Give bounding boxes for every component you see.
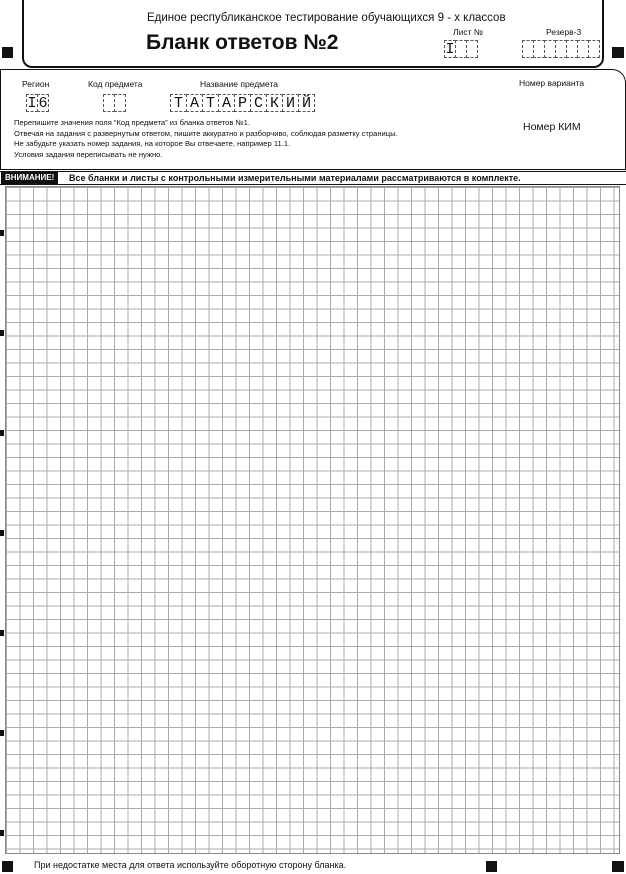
footer-note: При недостатке места для ответа используйте оборотную сторону бланка. [34, 860, 347, 870]
subject-name-cell[interactable]: С [250, 94, 267, 112]
subject-name-cell[interactable]: А [186, 94, 203, 112]
subject-name-cell[interactable]: Т [202, 94, 219, 112]
region-cell[interactable]: 6 [38, 95, 48, 112]
subject-name-cell[interactable]: Т [170, 94, 187, 112]
subject-name-cell[interactable]: К [266, 94, 283, 112]
region-cell[interactable]: I [27, 95, 37, 112]
form-title: Бланк ответов №2 [146, 31, 339, 54]
corner-marker-bottom-right [612, 861, 624, 872]
reserve-cells[interactable] [522, 40, 599, 58]
instruction-line: Перепишите значения поля “Код предмета” из бланка ответов №1. [14, 118, 250, 127]
subject-name-label: Название предмета [200, 79, 278, 89]
region-label: Регион [22, 79, 50, 89]
reserve-cell[interactable] [588, 40, 600, 58]
sheet-number-label: Лист № [453, 27, 483, 37]
kim-number: Номер КИМ [523, 121, 581, 133]
grid-row-marker [0, 330, 4, 336]
answer-grid[interactable] [5, 186, 620, 854]
variant-label: Номер варианта [519, 78, 585, 88]
grid-row-marker [0, 830, 4, 836]
subject-code-label: Код предмета [88, 79, 143, 89]
corner-marker-top-right [612, 47, 624, 58]
warning-text: Все бланки и листы с контрольными измерительными материалами рассматриваются в комплекте. [69, 173, 521, 183]
subject-code-cell[interactable] [114, 94, 126, 112]
grid-row-marker [0, 730, 4, 736]
subject-name-cell[interactable]: Р [234, 94, 251, 112]
corner-marker-bottom-center [486, 861, 497, 872]
corner-marker-top-left [2, 47, 13, 58]
sheet-number-cells[interactable] [444, 40, 477, 58]
instruction-line: Не забудьте указать номер задания, на которое Вы отвечаете, например 11.1. [14, 139, 291, 148]
warning-badge: ВНИМАНИЕ! [1, 172, 58, 184]
corner-marker-bottom-left [2, 861, 13, 872]
form-subtitle: Единое республиканское тестирование обучающихся 9 - х классов [147, 12, 506, 24]
instruction-line: Отвечая на задания с развернутым ответом, пишите аккуратно и разборчиво, соблюдая разметку страницы. [14, 128, 398, 138]
instruction-line: Условия задания переписывать не нужно. [14, 149, 163, 159]
sheet-cell[interactable] [466, 40, 478, 58]
subject-code-cells[interactable] [103, 94, 125, 112]
sheet-cell[interactable]: I [445, 41, 455, 58]
grid-row-marker [0, 630, 4, 636]
instructions [14, 118, 504, 160]
subject-name-cell[interactable]: Й [298, 94, 315, 112]
grid-row-marker [0, 230, 4, 236]
grid-row-marker [0, 530, 4, 536]
reserve-label: Резерв-3 [546, 27, 582, 37]
subject-name-cell[interactable]: И [282, 94, 299, 112]
region-cells[interactable] [26, 94, 48, 112]
grid-row-marker [0, 430, 4, 436]
subject-name-cell[interactable]: А [218, 94, 235, 112]
subject-name-cells[interactable] [170, 94, 314, 112]
